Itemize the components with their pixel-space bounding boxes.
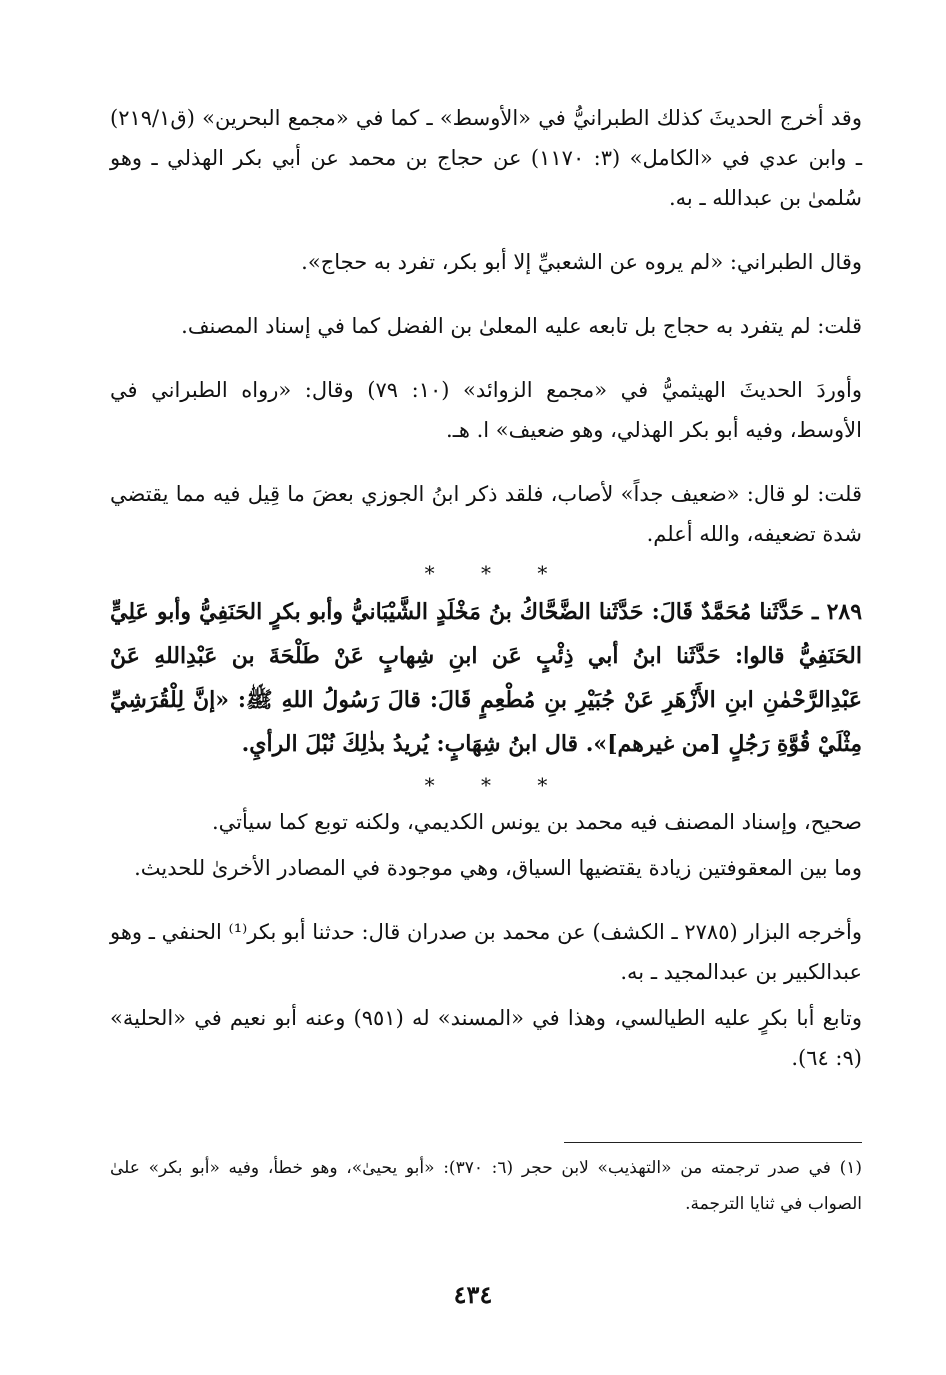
page-number: ٤٣٤ [453,1280,493,1309]
paragraph-ibn-jawzi: قلت: لو قال: «ضعيف جداً» لأصاب، فلقد ذكر ابنُ الجوزي بعضَ ما قِيل فيه مما يقتضي شدة تضعيفه، والله أعلم. [110,482,862,546]
paragraph-haythami: وأوردَ الحديثَ الهيثميُّ في «مجمع الزوائد» (١٠: ٧٩) وقال: «رواه الطبراني في الأوسط، وفيه أبو بكر الهذلي، وهو ضعيف» ا. هـ. [110,378,862,442]
separator-stars-bottom: * * * [424,773,568,797]
commentary-tayalisi: وتابع أبا بكرٍ عليه الطيالسي، وهذا في «المسند» له (٩٥١) وعنه أبو نعيم في «الحلية» (٩: ٦٤). [110,1006,862,1070]
hadith-289-text: ٢٨٩ ـ حَدَّثَنا مُحَمَّدٌ قَالَ: حَدَّثَنا الضَّحَّاكُ بنُ مَخْلَدٍ الشَّيْبَانيُّ وأبو بكرٍ الحَنَفِيُّ وأبو عَلِيٍّ الحَنَفِيُّ قالوا: حَدَّثَنا ابنُ أبي ذِئْبٍ عَن ابنِ شِهابٍ عَنْ طَلْحَةَ بن عَبْدِاللهِ عَنْ عَبْدِالرَّحْمٰنِ ابنِ الأَزْهَرِ عَنْ جُبَيْرِ بنِ مُطْعِمٍ قَالَ: قالَ رَسُولُ اللهِ ﷺ: «إنَّ لِلْقُرَشِيِّ مِثْلَيْ قُوَّةِ رَجُلٍ [من غيرهم]». قال ابنُ شِهَابٍ: يُريدُ بذٰلِكَ نُبْلَ الرأيِ. [110,599,863,757]
paragraph-mualla-follow: قلت: لم يتفرد به حجاج بل تابعه عليه المعلىٰ بن الفضل كما في إسناد المصنف. [181,314,862,338]
page-body [110,98,862,1078]
paragraph-tabarani-quote: وقال الطبراني: «لم يروه عن الشعبيِّ إلا أبو بكر، تفرد به حجاج». [301,250,862,274]
separator-stars-top: * * * [424,561,568,585]
commentary-brackets: وما بين المعقوفتين زيادة يقتضيها السياق، وهي موجودة في المصادر الأخرىٰ للحديث. [134,856,862,880]
paragraph-tabarani-awsat: وقد أخرج الحديثَ كذلك الطبرانيُّ في «الأوسط» ـ كما في «مجمع البحرين» (ق٢١٩/١) ـ وابن عدي في «الكامل» (٣: ١١٧٠) عن حجاج بن محمد عن أبي بكر الهذلي ـ وهو سُلمىٰ بن عبدالله ـ به. [110,106,862,210]
footnote-1: (١) في صدر ترجمته من «التهذيب» لابن حجر (٦: ٣٧٠): «أبو يحيىٰ»، وهو خطأ، وفيه «أبو بكر» علىٰ الصواب في ثنايا الترجمة. [110,1158,862,1214]
commentary-bazzar: وأخرجه البزار (٢٧٨٥ ـ الكشف) عن محمد بن صدران قال: حدثنا أبو بكر⁽¹⁾ الحنفي ـ وهو عبدالكبير بن عبدالمجيد ـ به. [110,920,862,984]
commentary-sahih: صحيح، وإسناد المصنف فيه محمد بن يونس الكديمي، ولكنه توبع كما سيأتي. [211,810,862,834]
footnote-separator-line [564,1142,862,1143]
